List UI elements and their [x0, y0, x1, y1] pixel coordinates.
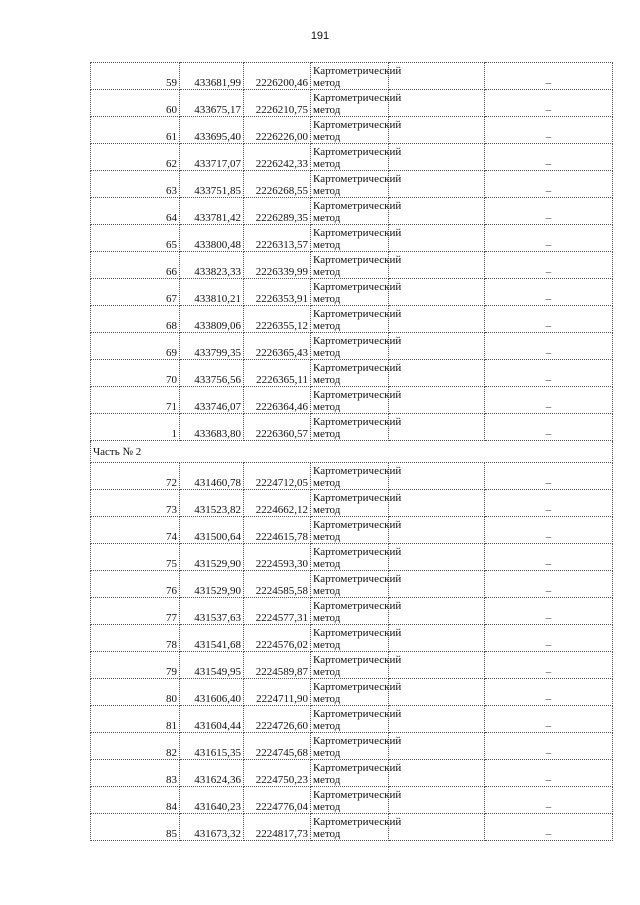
- method-cell: Картометрический метод: [311, 706, 389, 733]
- point-number-cell: 66: [91, 252, 180, 279]
- table-row: [91, 625, 613, 652]
- dash-cell: –: [485, 414, 613, 441]
- empty-cell: [389, 814, 485, 841]
- dash-cell: –: [485, 625, 613, 652]
- table-row: [91, 279, 613, 306]
- point-number-cell: 63: [91, 171, 180, 198]
- y-coordinate-cell: 2224776,04: [244, 787, 311, 814]
- method-cell: Картометрический метод: [311, 787, 389, 814]
- table-row: [91, 306, 613, 333]
- y-coordinate-cell: 2224726,60: [244, 706, 311, 733]
- method-cell: Картометрический метод: [311, 117, 389, 144]
- y-coordinate-cell: 2226365,43: [244, 333, 311, 360]
- empty-cell: [389, 252, 485, 279]
- method-cell: Картометрический метод: [311, 225, 389, 252]
- method-cell: Картометрический метод: [311, 90, 389, 117]
- dash-cell: –: [485, 90, 613, 117]
- empty-cell: [389, 90, 485, 117]
- y-coordinate-cell: 2224585,58: [244, 571, 311, 598]
- x-coordinate-cell: 433751,85: [180, 171, 244, 198]
- table-row: [91, 117, 613, 144]
- method-cell: Картометрический метод: [311, 544, 389, 571]
- table-row: [91, 679, 613, 706]
- point-number-cell: 62: [91, 144, 180, 171]
- table-row: [91, 63, 613, 90]
- table-row: [91, 733, 613, 760]
- method-cell: Картометрический метод: [311, 814, 389, 841]
- dash-cell: –: [485, 571, 613, 598]
- empty-cell: [389, 544, 485, 571]
- empty-cell: [389, 306, 485, 333]
- y-coordinate-cell: 2224745,68: [244, 733, 311, 760]
- empty-cell: [389, 517, 485, 544]
- dash-cell: –: [485, 652, 613, 679]
- empty-cell: [389, 490, 485, 517]
- point-number-cell: 83: [91, 760, 180, 787]
- point-number-cell: 85: [91, 814, 180, 841]
- empty-cell: [389, 387, 485, 414]
- method-cell: Картометрический метод: [311, 571, 389, 598]
- dash-cell: –: [485, 760, 613, 787]
- x-coordinate-cell: 433756,56: [180, 360, 244, 387]
- coordinates-table: [90, 62, 613, 841]
- x-coordinate-cell: 433800,48: [180, 225, 244, 252]
- table-row: [91, 360, 613, 387]
- method-cell: Картометрический метод: [311, 625, 389, 652]
- dash-cell: –: [485, 306, 613, 333]
- x-coordinate-cell: 431624,36: [180, 760, 244, 787]
- dash-cell: –: [485, 706, 613, 733]
- method-cell: Картометрический метод: [311, 360, 389, 387]
- x-coordinate-cell: 433799,35: [180, 333, 244, 360]
- dash-cell: –: [485, 360, 613, 387]
- x-coordinate-cell: 431529,90: [180, 571, 244, 598]
- point-number-cell: 72: [91, 463, 180, 490]
- y-coordinate-cell: 2224750,23: [244, 760, 311, 787]
- dash-cell: –: [485, 333, 613, 360]
- x-coordinate-cell: 431460,78: [180, 463, 244, 490]
- empty-cell: [389, 463, 485, 490]
- method-cell: Картометрический метод: [311, 517, 389, 544]
- table-row: [91, 652, 613, 679]
- empty-cell: [389, 733, 485, 760]
- y-coordinate-cell: 2226353,91: [244, 279, 311, 306]
- x-coordinate-cell: 433695,40: [180, 117, 244, 144]
- y-coordinate-cell: 2224662,12: [244, 490, 311, 517]
- table-row: [91, 490, 613, 517]
- y-coordinate-cell: 2226226,00: [244, 117, 311, 144]
- x-coordinate-cell: 433823,33: [180, 252, 244, 279]
- table-row: [91, 171, 613, 198]
- dash-cell: –: [485, 252, 613, 279]
- table-row: [91, 387, 613, 414]
- method-cell: Картометрический метод: [311, 333, 389, 360]
- empty-cell: [389, 198, 485, 225]
- x-coordinate-cell: 431500,64: [180, 517, 244, 544]
- empty-cell: [389, 144, 485, 171]
- method-cell: Картометрический метод: [311, 598, 389, 625]
- dash-cell: –: [485, 814, 613, 841]
- method-cell: Картометрический метод: [311, 171, 389, 198]
- point-number-cell: 60: [91, 90, 180, 117]
- point-number-cell: 71: [91, 387, 180, 414]
- dash-cell: –: [485, 544, 613, 571]
- x-coordinate-cell: 431604,44: [180, 706, 244, 733]
- empty-cell: [389, 598, 485, 625]
- empty-cell: [389, 279, 485, 306]
- dash-cell: –: [485, 171, 613, 198]
- table-row: [91, 90, 613, 117]
- table-row: [91, 252, 613, 279]
- y-coordinate-cell: 2226242,33: [244, 144, 311, 171]
- page-number: 191: [310, 30, 330, 42]
- empty-cell: [389, 706, 485, 733]
- point-number-cell: 73: [91, 490, 180, 517]
- x-coordinate-cell: 431549,95: [180, 652, 244, 679]
- table-row: [91, 463, 613, 490]
- table-row: [91, 814, 613, 841]
- method-cell: Картометрический метод: [311, 733, 389, 760]
- table-row: [91, 706, 613, 733]
- x-coordinate-cell: 431640,23: [180, 787, 244, 814]
- y-coordinate-cell: 2224593,30: [244, 544, 311, 571]
- method-cell: Картометрический метод: [311, 414, 389, 441]
- y-coordinate-cell: 2226339,99: [244, 252, 311, 279]
- method-cell: Картометрический метод: [311, 279, 389, 306]
- coordinates-table-body: [91, 63, 613, 841]
- table-row: [91, 598, 613, 625]
- empty-cell: [389, 571, 485, 598]
- point-number-cell: 70: [91, 360, 180, 387]
- dash-cell: –: [485, 279, 613, 306]
- y-coordinate-cell: 2226360,57: [244, 414, 311, 441]
- x-coordinate-cell: 431615,35: [180, 733, 244, 760]
- method-cell: Картометрический метод: [311, 252, 389, 279]
- x-coordinate-cell: 433717,07: [180, 144, 244, 171]
- y-coordinate-cell: 2224589,87: [244, 652, 311, 679]
- x-coordinate-cell: 433681,99: [180, 63, 244, 90]
- empty-cell: [389, 652, 485, 679]
- dash-cell: –: [485, 733, 613, 760]
- point-number-cell: 74: [91, 517, 180, 544]
- point-number-cell: 79: [91, 652, 180, 679]
- empty-cell: [389, 117, 485, 144]
- point-number-cell: 1: [91, 414, 180, 441]
- y-coordinate-cell: 2224577,31: [244, 598, 311, 625]
- point-number-cell: 76: [91, 571, 180, 598]
- point-number-cell: 59: [91, 63, 180, 90]
- point-number-cell: 68: [91, 306, 180, 333]
- empty-cell: [389, 760, 485, 787]
- empty-cell: [389, 414, 485, 441]
- section-label: Часть № 2: [91, 441, 613, 463]
- dash-cell: –: [485, 679, 613, 706]
- x-coordinate-cell: 433675,17: [180, 90, 244, 117]
- empty-cell: [389, 225, 485, 252]
- table-row: [91, 787, 613, 814]
- x-coordinate-cell: 433781,42: [180, 198, 244, 225]
- section-row: [91, 441, 613, 463]
- table-row: [91, 198, 613, 225]
- x-coordinate-cell: 431606,40: [180, 679, 244, 706]
- dash-cell: –: [485, 225, 613, 252]
- x-coordinate-cell: 433746,07: [180, 387, 244, 414]
- y-coordinate-cell: 2226355,12: [244, 306, 311, 333]
- point-number-cell: 81: [91, 706, 180, 733]
- empty-cell: [389, 625, 485, 652]
- x-coordinate-cell: 431537,63: [180, 598, 244, 625]
- method-cell: Картометрический метод: [311, 652, 389, 679]
- table-row: [91, 333, 613, 360]
- point-number-cell: 80: [91, 679, 180, 706]
- dash-cell: –: [485, 387, 613, 414]
- method-cell: Картометрический метод: [311, 463, 389, 490]
- method-cell: Картометрический метод: [311, 306, 389, 333]
- point-number-cell: 64: [91, 198, 180, 225]
- y-coordinate-cell: 2226289,35: [244, 198, 311, 225]
- dash-cell: –: [485, 117, 613, 144]
- y-coordinate-cell: 2226313,57: [244, 225, 311, 252]
- dash-cell: –: [485, 787, 613, 814]
- x-coordinate-cell: 433683,80: [180, 414, 244, 441]
- x-coordinate-cell: 431529,90: [180, 544, 244, 571]
- point-number-cell: 69: [91, 333, 180, 360]
- x-coordinate-cell: 431541,68: [180, 625, 244, 652]
- table-row: [91, 144, 613, 171]
- y-coordinate-cell: 2226210,75: [244, 90, 311, 117]
- y-coordinate-cell: 2224576,02: [244, 625, 311, 652]
- y-coordinate-cell: 2226200,46: [244, 63, 311, 90]
- dash-cell: –: [485, 144, 613, 171]
- x-coordinate-cell: 433809,06: [180, 306, 244, 333]
- point-number-cell: 78: [91, 625, 180, 652]
- point-number-cell: 65: [91, 225, 180, 252]
- y-coordinate-cell: 2224615,78: [244, 517, 311, 544]
- method-cell: Картометрический метод: [311, 144, 389, 171]
- dash-cell: –: [485, 463, 613, 490]
- y-coordinate-cell: 2226364,46: [244, 387, 311, 414]
- x-coordinate-cell: 431523,82: [180, 490, 244, 517]
- dash-cell: –: [485, 490, 613, 517]
- point-number-cell: 67: [91, 279, 180, 306]
- empty-cell: [389, 333, 485, 360]
- point-number-cell: 75: [91, 544, 180, 571]
- empty-cell: [389, 63, 485, 90]
- point-number-cell: 84: [91, 787, 180, 814]
- empty-cell: [389, 787, 485, 814]
- method-cell: Картометрический метод: [311, 760, 389, 787]
- point-number-cell: 61: [91, 117, 180, 144]
- empty-cell: [389, 171, 485, 198]
- table-row: [91, 225, 613, 252]
- y-coordinate-cell: 2224712,05: [244, 463, 311, 490]
- empty-cell: [389, 679, 485, 706]
- method-cell: Картометрический метод: [311, 63, 389, 90]
- dash-cell: –: [485, 517, 613, 544]
- method-cell: Картометрический метод: [311, 679, 389, 706]
- table-row: [91, 517, 613, 544]
- point-number-cell: 82: [91, 733, 180, 760]
- dash-cell: –: [485, 598, 613, 625]
- y-coordinate-cell: 2226268,55: [244, 171, 311, 198]
- empty-cell: [389, 360, 485, 387]
- x-coordinate-cell: 433810,21: [180, 279, 244, 306]
- x-coordinate-cell: 431673,32: [180, 814, 244, 841]
- method-cell: Картометрический метод: [311, 198, 389, 225]
- table-row: [91, 414, 613, 441]
- table-row: [91, 544, 613, 571]
- method-cell: Картометрический метод: [311, 387, 389, 414]
- table-row: [91, 571, 613, 598]
- y-coordinate-cell: 2226365,11: [244, 360, 311, 387]
- table-row: [91, 760, 613, 787]
- dash-cell: –: [485, 63, 613, 90]
- point-number-cell: 77: [91, 598, 180, 625]
- y-coordinate-cell: 2224711,90: [244, 679, 311, 706]
- dash-cell: –: [485, 198, 613, 225]
- y-coordinate-cell: 2224817,73: [244, 814, 311, 841]
- method-cell: Картометрический метод: [311, 490, 389, 517]
